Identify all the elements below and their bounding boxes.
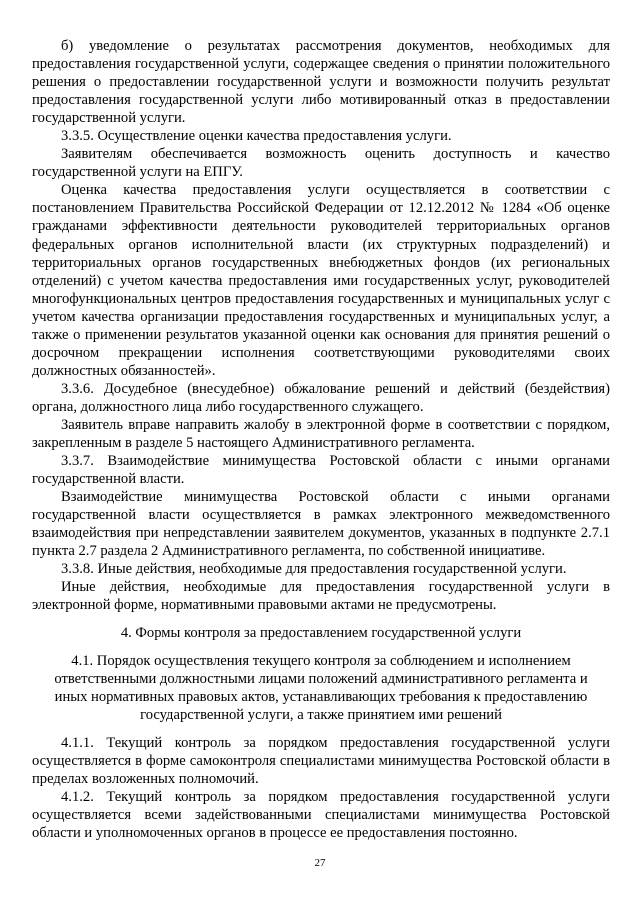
paragraph-3-3-8: 3.3.8. Иные действия, необходимые для предоставления государственной услуги. [61,561,567,578]
document-page [32,37,610,842]
paragraph-notification: б) уведомление о результатах рассмотрения документов, необходимых для предоставления государственной услуги, содержащее сведения о принятии положительного решения о предоставлении государственной услуги и возможности получить результат предоставления государственной услуги либо мотивированный отказ в предоставлении государственной услуги. [32,38,610,127]
paragraph-4-1-2: 4.1.2. Текущий контроль за порядком предоставления государственной услуги осуществляется всеми задействованными специалистами минимущества Ростовской области и уполномоченных органов в процессе ее предоставления постоянно. [32,788,610,841]
paragraph-3-3-7: 3.3.7. Взаимодействие минимущества Ростовской области с иными органами государственной власти. [32,453,610,488]
paragraph-4-1-1: 4.1.1. Текущий контроль за порядком предоставления государственной услуги осуществляется в форме самоконтроля специалистами минимущества Ростовской области в пределах возложенных полномочий. [32,734,610,787]
section-heading: 4. Формы контроля за предоставлением государственной услуги [120,624,522,641]
paragraph-3-3-5: 3.3.5. Осуществление оценки качества предоставления услуги. [61,128,452,145]
paragraph-interaction: Взаимодействие минимущества Ростовской области с иными органами государственной власти осуществляется в рамках электронного межведомственного взаимодействия при непредставлении заявителем документов, указанных в подпункте 2.7.1 пункта 2.7 раздела 2 Административного регламента, по собственной инициативе. [32,489,610,560]
paragraph-applicants-quality: Заявителям обеспечивается возможность оценить доступность и качество государственной услуги на ЕПГУ. [32,146,610,181]
paragraph-3-3-6: 3.3.6. Досудебное (внесудебное) обжалование решений и действий (бездействия) органа, должностного лица либо государственного служащего. [32,380,610,415]
paragraph-quality-assessment: Оценка качества предоставления услуги осуществляется в соответствии с постановлением Правительства Российской Федерации от 12.12.2012 № 1284 «Об оценке гражданами эффективности деятельности руководителей территориальных органов федеральных органов исполнительной власти (их структурных подразделений) и территориальных органов государственных внебюджетных фондов (их региональных отделений) с учетом качества предоставления ими государственных услуг, руководителей многофункциональных центров предоставления государственных и муниципальных услуг с учетом качества организации предоставления государственных и муниципальных услуг, а также о применении результатов указанной оценки как основания для принятия решений о досрочном прекращении исполнения соответствующими руководителями своих должностных обязанностей». [32,182,610,379]
subsection-heading: 4.1. Порядок осуществления текущего контроля за соблюдением и исполнением ответственными должностными лицами положений административного регламента и иных нормативных правовых актов, устанавливающих требования к предоставлению государственной услуги, а также принятием ими решений [54,652,588,723]
paragraph-complaint: Заявитель вправе направить жалобу в электронной форме в соответствии с порядком, закрепленным в разделе 5 настоящего Административного регламента. [32,416,610,452]
paragraph-other-actions: Иные действия, необходимые для предоставления государственной услуги в электронной форме, нормативными правовыми актами не предусмотрены. [32,579,610,614]
page-number: 27 [314,857,326,869]
